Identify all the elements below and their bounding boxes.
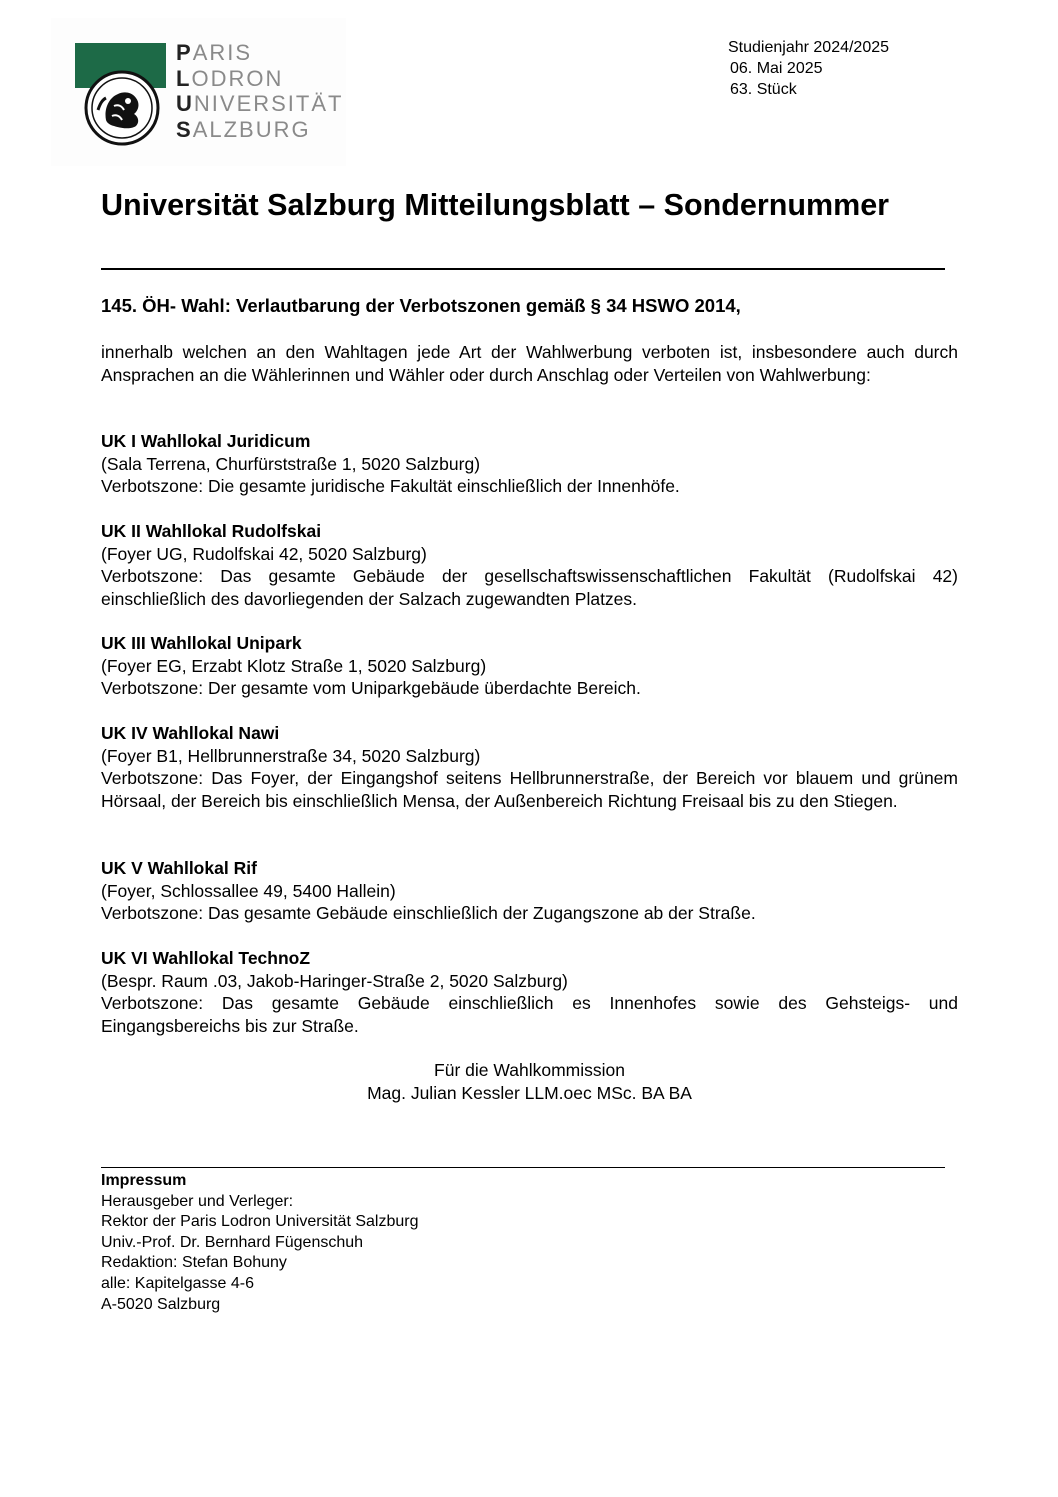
polling-station-4	[101, 722, 958, 812]
station-address: (Sala Terrena, Churfürststraße 1, 5020 Salzburg)	[101, 453, 481, 474]
station-address: (Foyer EG, Erzabt Klotz Straße 1, 5020 Salzburg)	[101, 655, 487, 676]
signature-block	[101, 1059, 958, 1105]
station-zone: Verbotszone: Das gesamte Gebäude einschließlich es Innenhofes sowie des Gehsteigs- und Eingangsbereichs bis zur Straße.	[101, 993, 958, 1036]
station-title: UK IV Wahllokal Nawi	[101, 723, 280, 743]
impressum-line: alle: Kapitelgasse 4-6	[101, 1274, 254, 1292]
logo-word: NIVERSITÄT	[193, 91, 344, 116]
station-address: (Foyer, Schlossallee 49, 5400 Hallein)	[101, 880, 396, 901]
impressum-line: Herausgeber und Verleger:	[101, 1192, 294, 1210]
intro-paragraph: innerhalb welchen an den Wahltagen jede Art der Wahlwerbung verboten ist, insbesondere auch durch Ansprachen an die Wählerinnen und Wähler oder durch Anschlag oder Verteilen von Wahlwerbung:	[101, 342, 958, 385]
logo-word: ARIS	[192, 40, 253, 65]
issue-number: 63. Stück	[730, 81, 797, 98]
station-zone: Verbotszone: Das gesamte Gebäude einschließlich der Zugangszone ab der Straße.	[101, 903, 756, 923]
polling-station-1	[101, 430, 958, 498]
station-address: (Foyer B1, Hellbrunnerstraße 34, 5020 Salzburg)	[101, 745, 481, 766]
lion-seal-icon	[84, 70, 160, 146]
polling-station-6	[101, 947, 958, 1037]
impressum-title: Impressum	[101, 1172, 187, 1189]
station-title: UK I Wahllokal Juridicum	[101, 431, 311, 451]
logo-initial: P	[176, 40, 193, 65]
station-title: UK V Wahllokal Rif	[101, 858, 257, 878]
impressum-line: A-5020 Salzburg	[101, 1295, 221, 1313]
impressum-line: Univ.-Prof. Dr. Bernhard Fügenschuh	[101, 1233, 364, 1251]
polling-station-3	[101, 632, 958, 700]
document-title: Universität Salzburg Mitteilungsblatt – Sondernummer	[101, 188, 890, 222]
station-zone: Verbotszone: Das gesamte Gebäude der gesellschaftswissenschaftlichen Fakultät (Rudolfskai 42) einschließlich des davorliegenden der Salzach zugewandten Platzes.	[101, 566, 958, 609]
station-zone: Verbotszone: Die gesamte juridische Fakultät einschließlich der Innenhöfe.	[101, 476, 680, 496]
station-zone: Verbotszone: Das Foyer, der Eingangshof seitens Hellbrunnerstraße, der Bereich vor blauem und grünem Hörsaal, der Bereich bis einschließlich Mensa, der Außenbereich Richtung Freisaal bis zu den Stiegen.	[101, 768, 958, 811]
logo-initial: L	[176, 65, 192, 91]
impressum-line: Rektor der Paris Lodron Universität Salzburg	[101, 1213, 419, 1231]
impressum	[101, 1171, 418, 1315]
signature-line-2: Mag. Julian Kessler LLM.oec MSc. BA BA	[367, 1083, 692, 1103]
footer-divider	[101, 1167, 945, 1168]
academic-year: Studienjahr 2024/2025	[728, 39, 890, 56]
issue-meta	[728, 37, 889, 100]
station-address: (Bespr. Raum .03, Jakob-Haringer-Straße 2, 5020 Salzburg)	[101, 970, 568, 991]
logo-initial: S	[176, 116, 193, 142]
logo-word: ALZBURG	[192, 116, 311, 142]
impressum-line: Redaktion: Stefan Bohuny	[101, 1254, 287, 1272]
station-zone: Verbotszone: Der gesamte vom Uniparkgebäude überdachte Bereich.	[101, 678, 641, 698]
logo-wordmark	[176, 40, 343, 142]
logo-initial: U	[176, 91, 194, 116]
polling-station-2	[101, 520, 958, 610]
polling-station-5	[101, 857, 958, 925]
header-divider	[101, 268, 945, 270]
signature-line-1: Für die Wahlkommission	[434, 1060, 625, 1080]
station-title: UK II Wahllokal Rudolfskai	[101, 521, 322, 541]
university-logo	[51, 18, 346, 166]
station-title: UK III Wahllokal Unipark	[101, 633, 302, 653]
station-address: (Foyer UG, Rudolfskai 42, 5020 Salzburg)	[101, 543, 427, 564]
logo-word: ODRON	[191, 65, 284, 91]
station-title: UK VI Wahllokal TechnoZ	[101, 948, 311, 968]
issue-date: 06. Mai 2025	[730, 60, 823, 77]
section-heading: 145. ÖH- Wahl: Verlautbarung der Verbotszonen gemäß § 34 HSWO 2014,	[101, 295, 741, 316]
